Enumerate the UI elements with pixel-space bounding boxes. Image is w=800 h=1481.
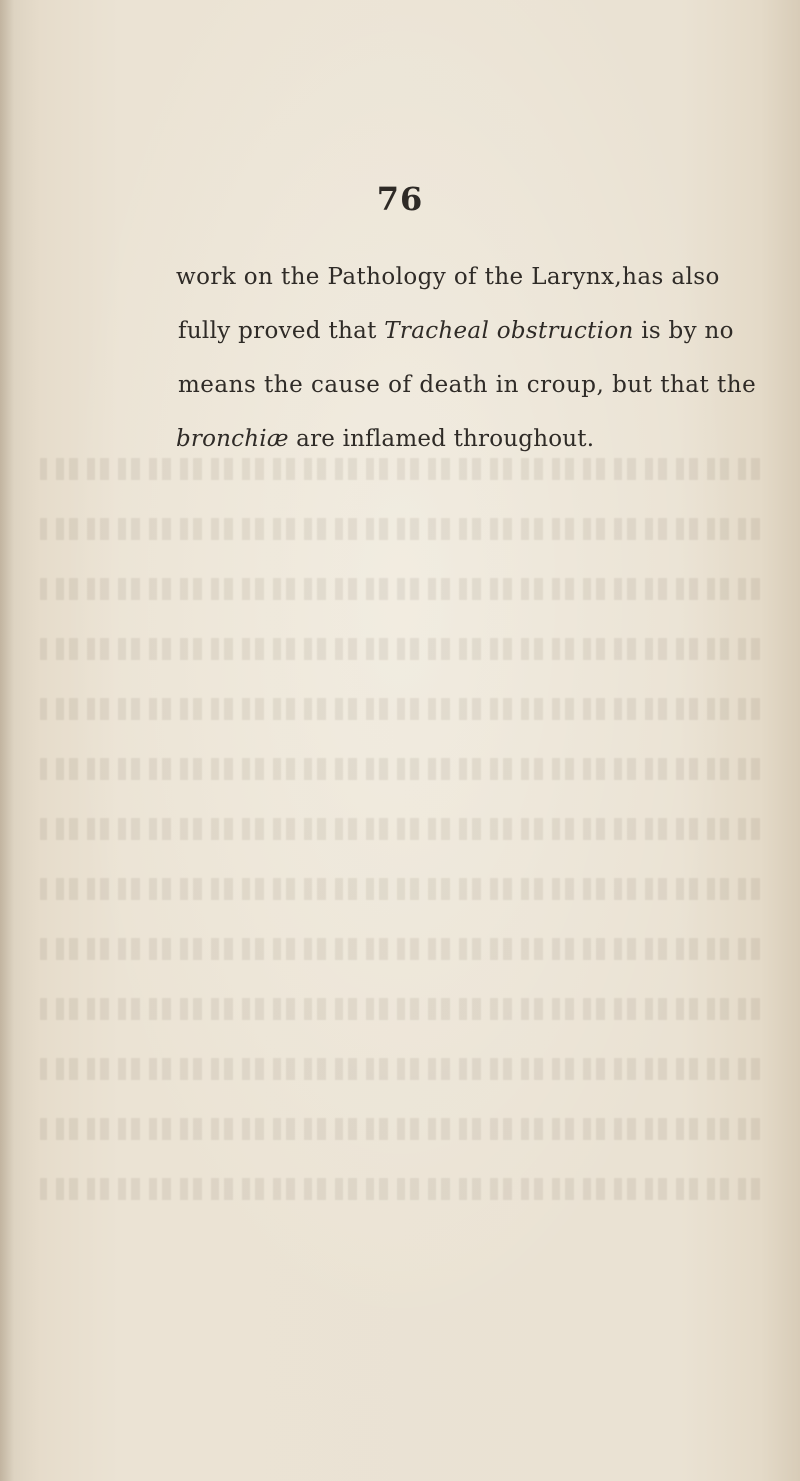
text-segment: are inflamed throughout. — [288, 426, 595, 452]
italic-term: bronchiæ — [176, 426, 289, 452]
text-segment: fully proved that — [178, 318, 385, 344]
text-line — [148, 304, 788, 358]
text-segment: is by no — [633, 318, 734, 344]
text-line — [148, 250, 788, 304]
body-text — [148, 250, 788, 466]
bleed-through-texture — [0, 440, 800, 1260]
text-line — [148, 358, 788, 412]
page-number: 76 — [376, 180, 424, 218]
text-segment: work on the Pathology of the Larynx,has also — [176, 264, 720, 290]
text-segment: means the cause of death in croup, but that the — [178, 372, 757, 398]
text-line — [148, 412, 788, 466]
italic-term: Tracheal obstruction — [384, 318, 634, 344]
